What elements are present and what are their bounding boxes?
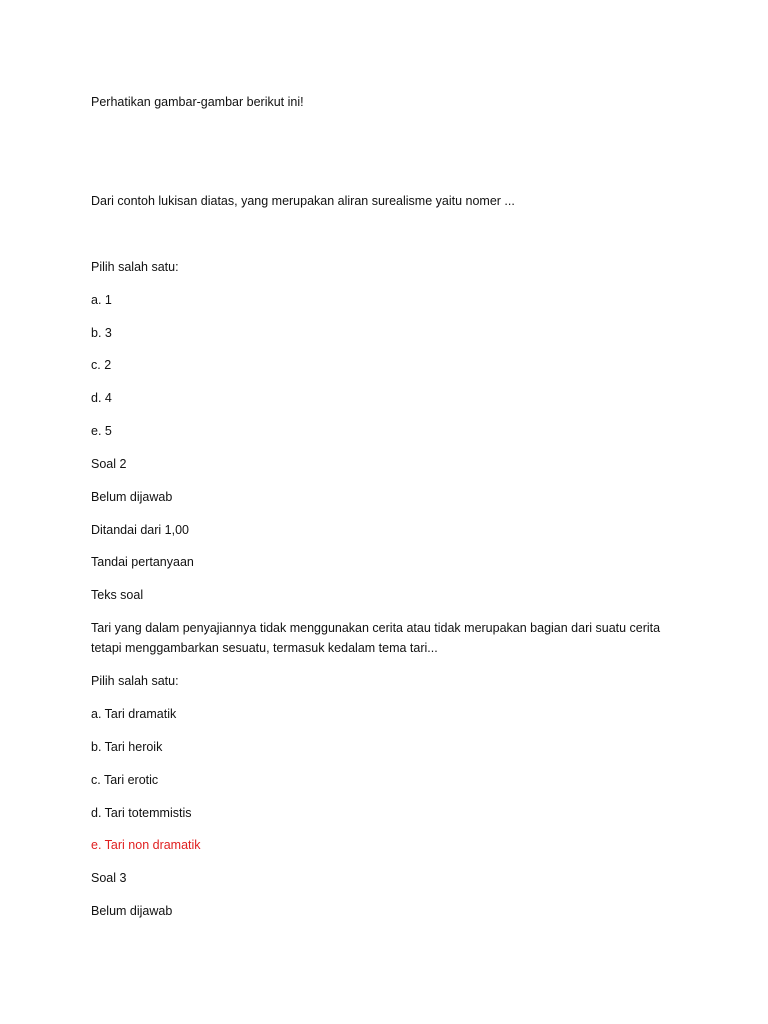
q2-option-c[interactable]: c. Tari erotic: [91, 773, 159, 787]
q2-status: Belum dijawab: [91, 490, 173, 504]
q2-choose-label: Pilih salah satu:: [91, 674, 179, 688]
q2-question-line-1: Tari yang dalam penyajiannya tidak menggunakan cerita atau tidak merupakan bagian dari suatu cerita: [91, 621, 661, 635]
q2-flag-question[interactable]: Tandai pertanyaan: [91, 555, 194, 569]
q1-option-e[interactable]: e. 5: [91, 424, 112, 438]
q2-text-label: Teks soal: [91, 588, 144, 602]
q1-question-text: Dari contoh lukisan diatas, yang merupakan aliran surealisme yaitu nomer ...: [91, 194, 515, 208]
q2-marks: Ditandai dari 1,00: [91, 523, 189, 537]
q2-question-line-2: tetapi menggambarkan sesuatu, termasuk kedalam tema tari...: [91, 641, 438, 655]
q3-status: Belum dijawab: [91, 904, 173, 918]
q2-option-b[interactable]: b. Tari heroik: [91, 740, 163, 754]
q2-option-a[interactable]: a. Tari dramatik: [91, 707, 177, 721]
q2-option-d[interactable]: d. Tari totemmistis: [91, 806, 192, 820]
q2-question-text: [91, 618, 691, 658]
q1-option-b[interactable]: b. 3: [91, 326, 112, 340]
q2-header: Soal 2: [91, 457, 127, 471]
q2-option-e-correct[interactable]: e. Tari non dramatik: [91, 838, 201, 852]
q1-instruction: Perhatikan gambar-gambar berikut ini!: [91, 95, 304, 109]
q1-option-a[interactable]: a. 1: [91, 293, 112, 307]
q1-option-c[interactable]: c. 2: [91, 358, 112, 372]
q1-choose-label: Pilih salah satu:: [91, 260, 179, 274]
q3-header: Soal 3: [91, 871, 127, 885]
q1-option-d[interactable]: d. 4: [91, 391, 112, 405]
